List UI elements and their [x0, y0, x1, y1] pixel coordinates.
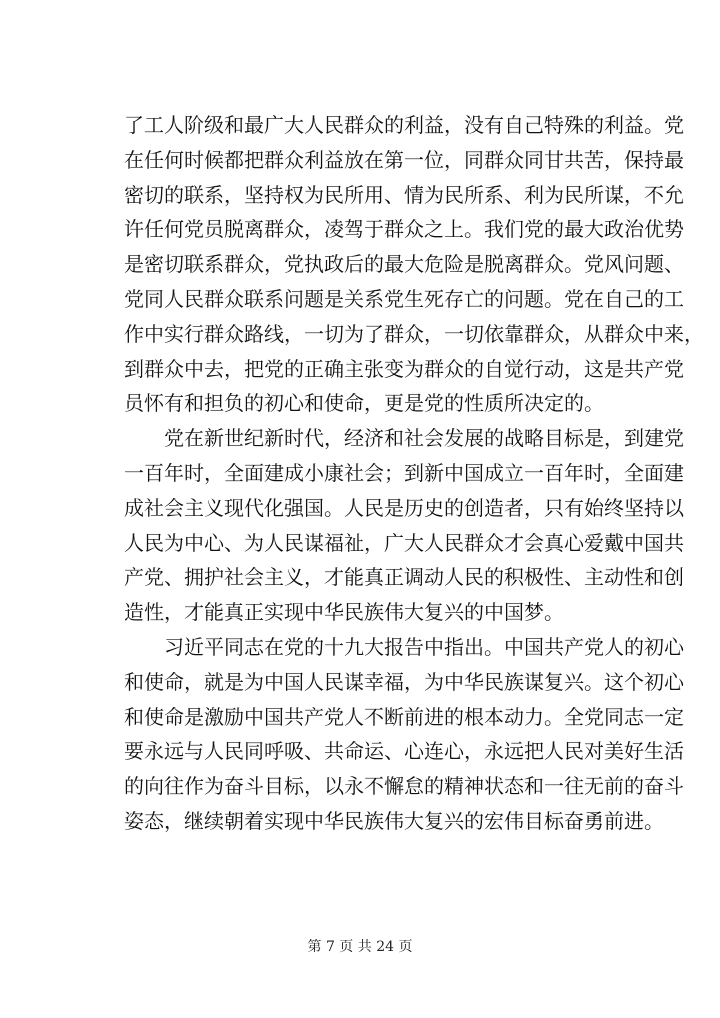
page-footer	[0, 936, 720, 956]
text-line: 许任何党员脱离群众，凌驾于群众之上。我们党的最大政治优势	[124, 217, 684, 242]
text-line: 是密切联系群众，党执政后的最大危险是脱离群众。党风问题、	[124, 252, 684, 277]
text-line: 造性，才能真正实现中华民族伟大复兴的中国梦。	[124, 600, 564, 625]
text-line: 人民为中心、为人民谋福祉，广大人民群众才会真心爱戴中国共	[124, 530, 684, 555]
text-line: 一百年时，全面建成小康社会；到新中国成立一百年时，全面建	[124, 460, 684, 485]
text-line: 密切的联系，坚持权为民所用、情为民所系、利为民所谋，不允	[124, 182, 684, 207]
text-line: 的向往作为奋斗目标，以永不懈怠的精神状态和一往无前的奋斗	[124, 774, 684, 799]
text-line: 在任何时候都把群众利益放在第一位，同群众同甘共苦，保持最	[124, 147, 684, 172]
text-line: 产党、拥护社会主义，才能真正调动人民的积极性、主动性和创	[124, 565, 684, 590]
text-line: 姿态，继续朝着实现中华民族伟大复兴的宏伟目标奋勇前进。	[124, 808, 664, 833]
text-line: 作中实行群众路线，一切为了群众，一切依靠群众，从群众中来，	[124, 321, 704, 346]
text-line: 要永远与人民同呼吸、共命运、心连心，永远把人民对美好生活	[124, 739, 684, 764]
text-line: 员怀有和担负的初心和使命，更是党的性质所决定的。	[124, 391, 604, 416]
text-line: 和使命是激励中国共产党人不断前进的根本动力。全党同志一定	[124, 704, 684, 729]
page-number-label: 第 7 页 共 24 页	[307, 939, 413, 955]
text-line: 习近平同志在党的十九大报告中指出。中国共产党人的初心	[164, 634, 684, 659]
text-line: 党在新世纪新时代，经济和社会发展的战略目标是，到建党	[164, 426, 684, 451]
paragraph-3	[124, 630, 684, 839]
text-line: 到群众中去，把党的正确主张变为群众的自觉行动，这是共产党	[124, 356, 684, 381]
text-line: 党同人民群众联系问题是关系党生死存亡的问题。党在自己的工	[124, 286, 684, 311]
paragraph-1	[124, 108, 704, 421]
text-line: 了工人阶级和最广大人民群众的利益，没有自己特殊的利益。党	[124, 113, 684, 137]
text-line: 成社会主义现代化强国。人民是历史的创造者，只有始终坚持以	[124, 495, 684, 520]
body-text	[124, 108, 704, 839]
text-line: 和使命，就是为中国人民谋幸福，为中华民族谋复兴。这个初心	[124, 669, 684, 694]
paragraph-2	[124, 421, 684, 630]
